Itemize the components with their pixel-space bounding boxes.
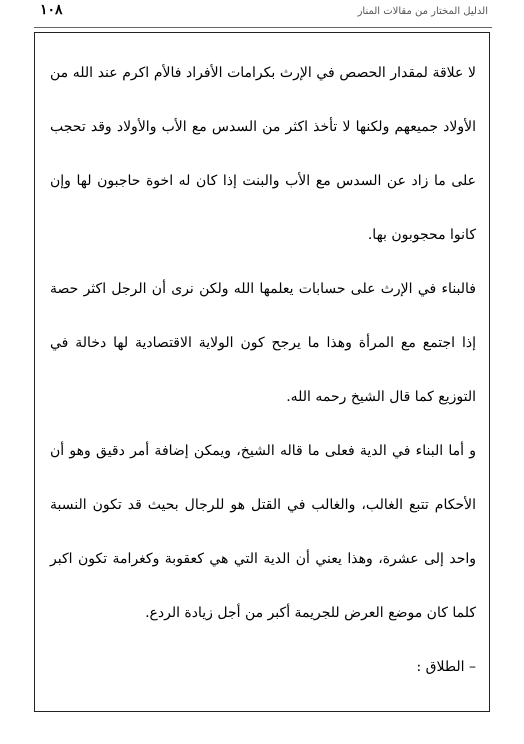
header-divider [34,27,492,28]
page-number: ١٠٨ [40,2,63,18]
running-title: الدليل المختار من مقالات المنار [357,6,488,17]
page-header [40,2,488,26]
paragraph-inheritance-shares: لا علاقة لمقدار الحصص في الإرث بكرامات الأفراد فالأم اكرم عند الله من الأولاد جميعهم ولكنها لا تأخذ اكثر من السدس مع الأب والأولاد وقد تحجب على ما زاد عن السدس مع الأب والبنت إذا كان له اخوة حاجبون لها وإن كانوا محجوبون بها. [50,65,476,243]
paragraph-inheritance-basis: فالبناء في الإرث على حسابات يعلمها الله ولكن نرى أن الرجل اكثر حصة إذا اجتمع مع المرأة وهذا ما يرجح كون الولاية الاقتصادية لها دخالة في التوزيع كما قال الشيخ رحمه الله. [50,281,476,405]
paragraph-blood-money: و أما البناء في الدية فعلى ما قاله الشيخ، ويمكن إضافة أمر دقيق وهو أن الأحكام تتبع الغالب، والغالب في القتل هو للرجال بحيث قد تكون النسبة واحد إلى عشرة، وهذا يعني أن الدية التي هي كعقوبة وكغرامة تكون اكبر كلما كان موضع العرض للجريمة أكبر من أجل زيادة الردع. [50,443,476,621]
section-heading-divorce: – الطلاق : [416,659,476,675]
body-text [50,46,476,694]
